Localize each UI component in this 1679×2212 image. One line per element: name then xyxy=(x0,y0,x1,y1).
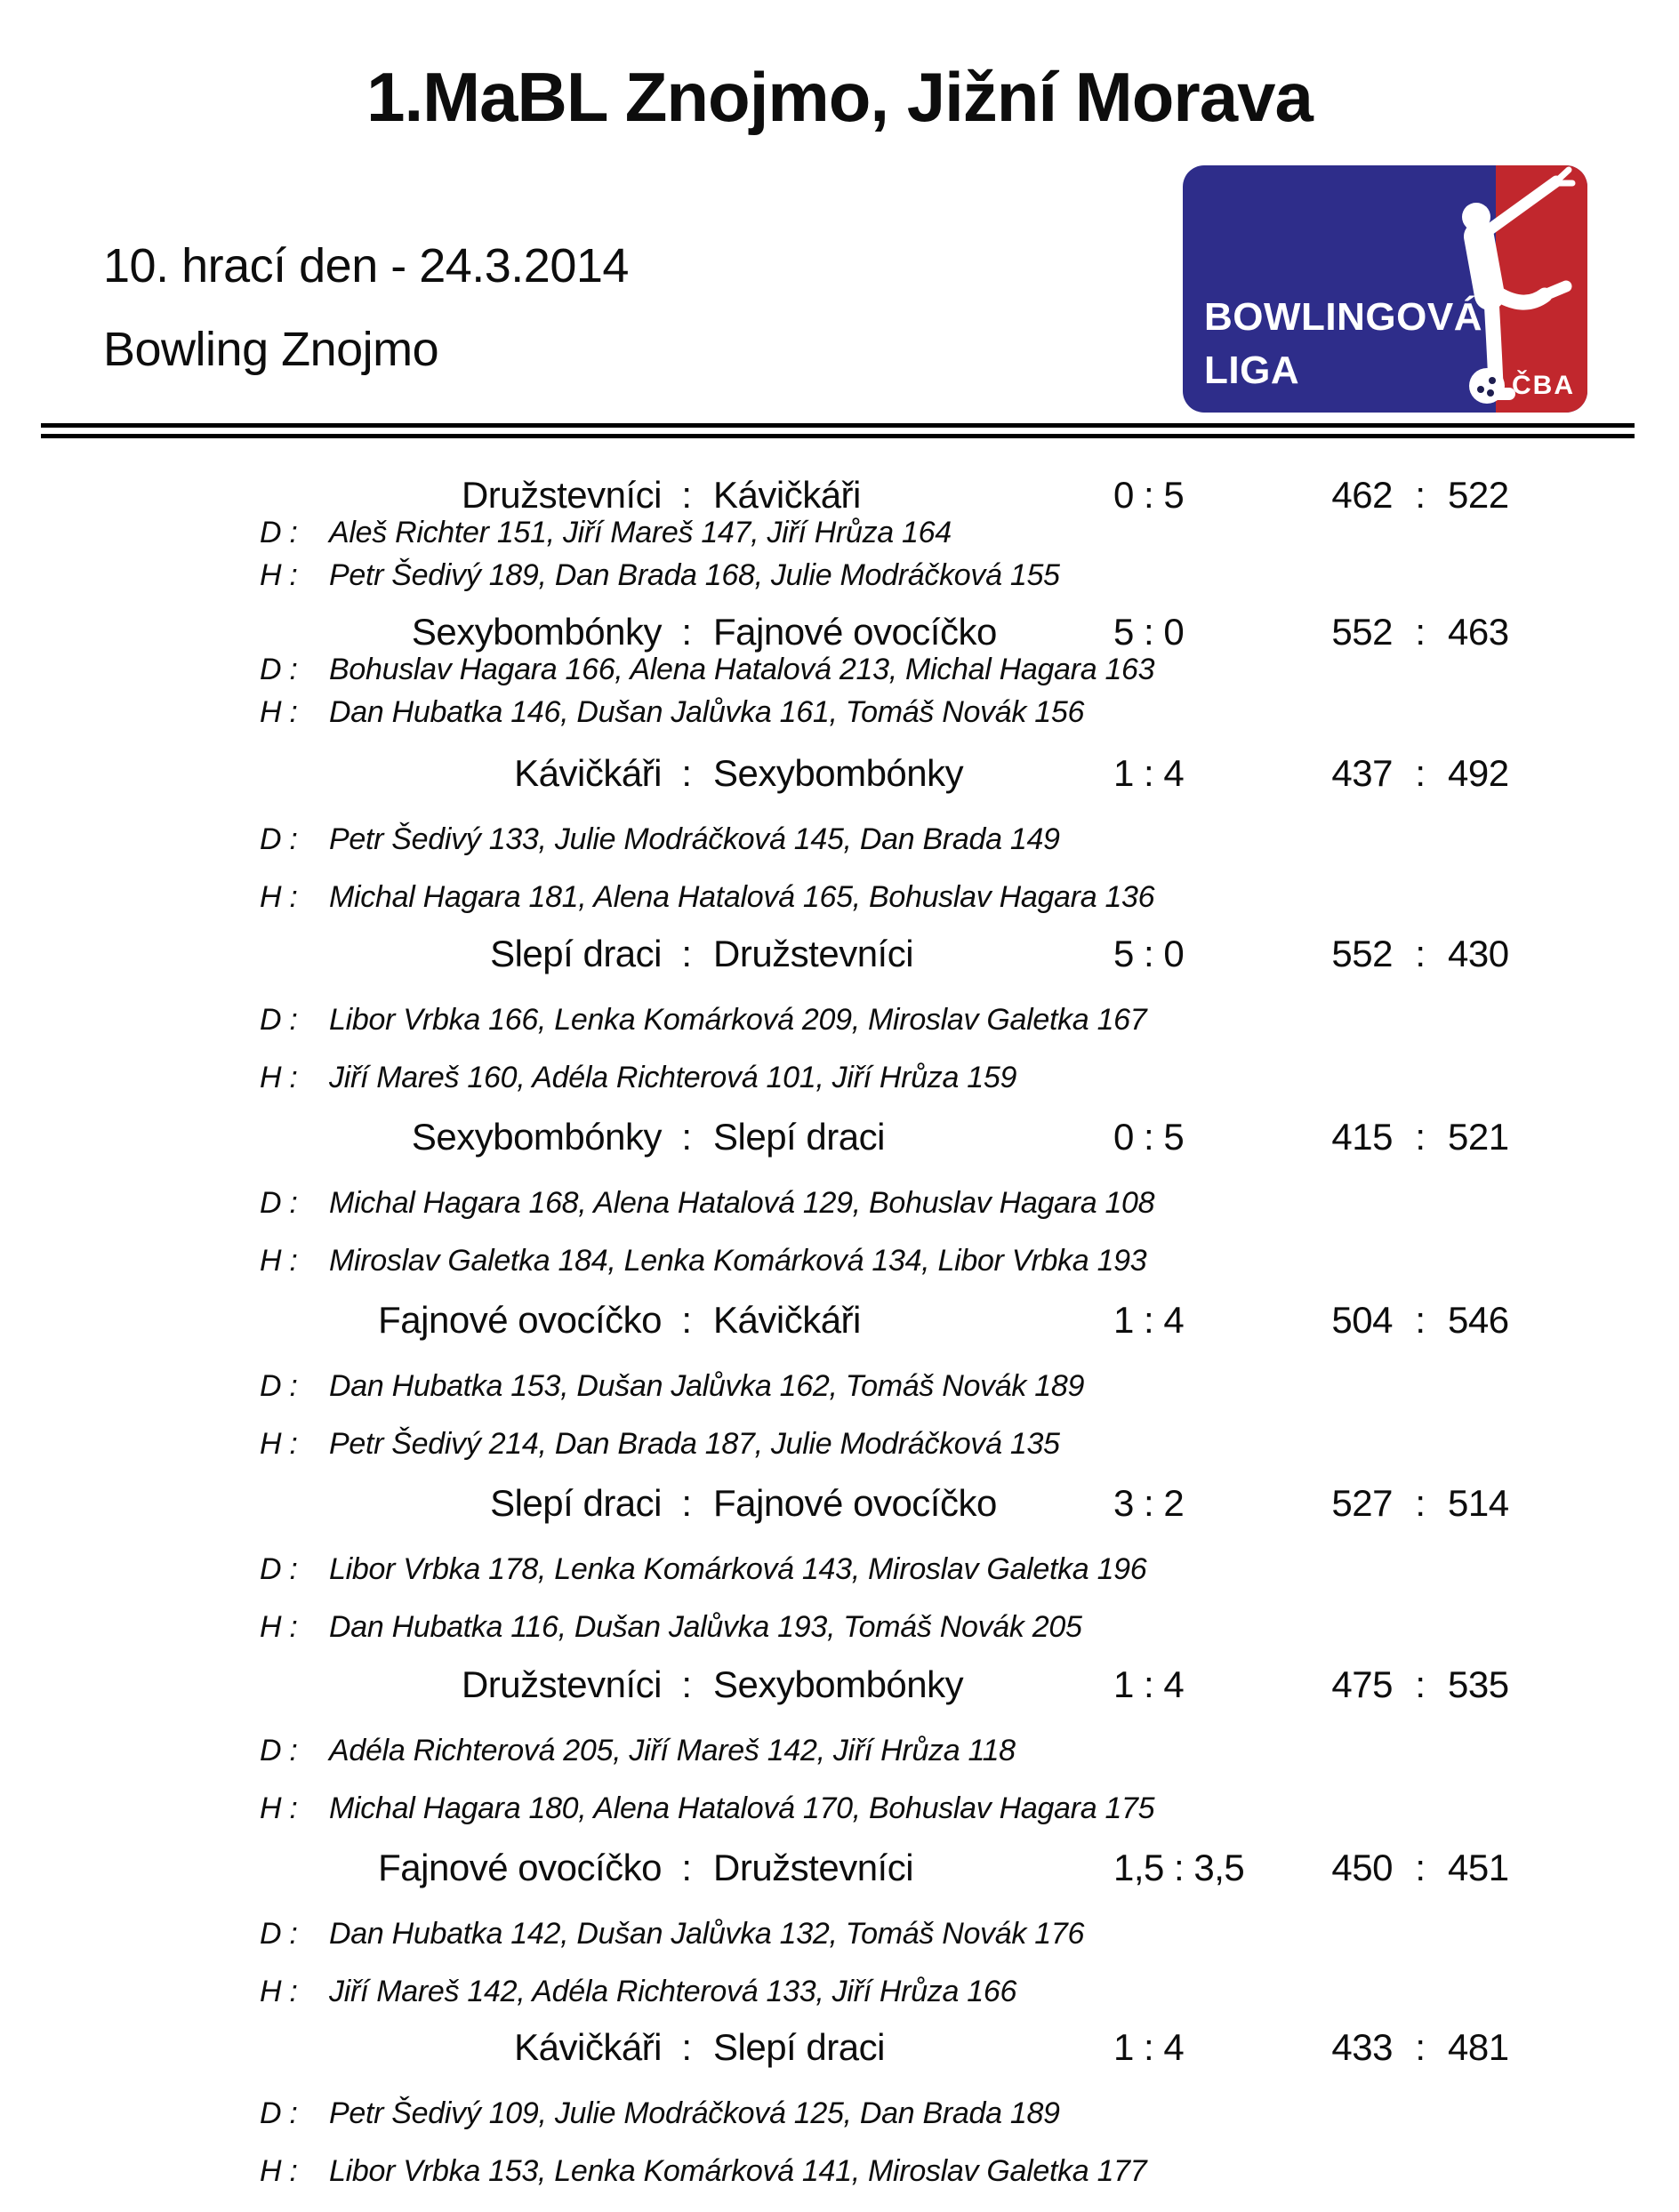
home-players-row xyxy=(260,1551,1146,1587)
pins-colon: : xyxy=(1415,1299,1426,1341)
away-players-row xyxy=(260,694,1084,730)
teams-colon: : xyxy=(681,2026,692,2068)
home-team: Sexybombónky xyxy=(411,1116,662,1158)
away-players-label: H : xyxy=(260,1791,298,1825)
pins-away: 535 xyxy=(1448,1663,1509,1705)
away-players-row xyxy=(260,1791,1154,1826)
away-players-row xyxy=(260,1609,1082,1645)
bowling-ball-icon xyxy=(1469,368,1505,404)
home-players: Michal Hagara 168, Alena Hatalová 129, Bohuslav Hagara 108 xyxy=(329,1186,1155,1220)
match-points: 1 : 4 xyxy=(1113,1299,1185,1341)
away-players: Dan Hubatka 116, Dušan Jalůvka 193, Tomáš Novák 205 xyxy=(329,1610,1082,1644)
away-players-row xyxy=(260,1974,1016,2009)
home-team: Fajnové ovocíčko xyxy=(378,1847,662,1888)
match-pins xyxy=(1281,1847,1509,1889)
home-team: Slepí draci xyxy=(490,933,662,974)
match-points: 0 : 5 xyxy=(1113,474,1185,516)
logo-text-line1: BOWLINGOVÁ xyxy=(1204,295,1482,339)
home-players-label: D : xyxy=(260,822,298,856)
ball-hole xyxy=(1487,389,1494,397)
pins-away: 430 xyxy=(1448,933,1509,974)
pins-colon: : xyxy=(1415,1482,1426,1524)
ball-hole xyxy=(1489,377,1496,384)
home-players: Petr Šedivý 109, Julie Modráčková 125, Dan Brada 189 xyxy=(329,2096,1060,2130)
home-players: Petr Šedivý 133, Julie Modráčková 145, Dan Brada 149 xyxy=(329,822,1060,856)
away-players: Jiří Mareš 142, Adéla Richterová 133, Jiří Hrůza 166 xyxy=(329,1975,1017,2008)
pins-home: 552 xyxy=(1331,933,1393,974)
home-players-row xyxy=(260,652,1154,687)
venue-name: Bowling Znojmo xyxy=(103,323,439,376)
header-divider xyxy=(41,423,1635,438)
match-pins xyxy=(1281,1482,1509,1525)
home-team: Slepí draci xyxy=(490,1482,662,1524)
match-header xyxy=(0,752,1679,795)
home-players-row xyxy=(260,1002,1146,1038)
away-players: Jiří Mareš 160, Adéla Richterová 101, Jiří Hrůza 159 xyxy=(329,1061,1017,1094)
pins-colon: : xyxy=(1415,611,1426,653)
teams-colon: : xyxy=(681,752,692,794)
away-players-label: H : xyxy=(260,1975,298,2008)
home-players-label: D : xyxy=(260,1917,298,1951)
away-team: Slepí draci xyxy=(713,2026,885,2068)
pins-home: 504 xyxy=(1331,1299,1393,1341)
teams-colon: : xyxy=(681,1482,692,1524)
match-header xyxy=(0,611,1679,653)
pins-home: 475 xyxy=(1331,1663,1393,1705)
matchday-date: 10. hrací den - 24.3.2014 xyxy=(103,239,629,293)
home-team: Fajnové ovocíčko xyxy=(378,1299,662,1341)
away-team: Sexybombónky xyxy=(713,1663,964,1705)
home-team: Družstevníci xyxy=(461,1663,662,1705)
cba-org-label: ČBA xyxy=(1512,371,1575,400)
away-players-label: H : xyxy=(260,880,298,914)
away-players: Petr Šedivý 214, Dan Brada 187, Julie Modráčková 135 xyxy=(329,1427,1060,1461)
match-pins xyxy=(1281,1299,1509,1342)
home-players-label: D : xyxy=(260,1369,298,1403)
pins-home: 462 xyxy=(1331,474,1393,516)
match-points: 3 : 2 xyxy=(1113,1482,1185,1524)
bowling-league-logo xyxy=(1183,165,1587,413)
pins-away: 451 xyxy=(1448,1847,1509,1888)
home-players-label: D : xyxy=(260,1186,298,1220)
page-title: 1.MaBL Znojmo, Jižní Morava xyxy=(366,58,1313,136)
pins-home: 437 xyxy=(1331,752,1393,794)
pins-home: 433 xyxy=(1331,2026,1393,2068)
away-players-label: H : xyxy=(260,1427,298,1461)
away-team: Kávičkáři xyxy=(713,474,861,516)
match-pins xyxy=(1281,752,1509,795)
pins-colon: : xyxy=(1415,752,1426,794)
match-points: 1 : 4 xyxy=(1113,2026,1185,2068)
match-pins xyxy=(1281,2026,1509,2069)
home-players: Aleš Richter 151, Jiří Mareš 147, Jiří Hrůza 164 xyxy=(329,516,952,549)
teams-colon: : xyxy=(681,611,692,653)
home-players-label: D : xyxy=(260,1734,298,1767)
away-team: Družstevníci xyxy=(713,933,914,974)
home-players-row xyxy=(260,1916,1084,1952)
home-players: Libor Vrbka 166, Lenka Komárková 209, Miroslav Galetka 167 xyxy=(329,1003,1147,1037)
match-pins xyxy=(1281,933,1509,975)
match-header xyxy=(0,933,1679,975)
away-players-row xyxy=(260,1243,1146,1278)
match-header xyxy=(0,1116,1679,1158)
home-players-row xyxy=(260,821,1060,857)
ball-hole xyxy=(1477,386,1484,393)
pins-home: 415 xyxy=(1331,1116,1393,1158)
home-players: Dan Hubatka 153, Dušan Jalůvka 162, Tomáš Novák 189 xyxy=(329,1369,1085,1403)
pins-home: 450 xyxy=(1331,1847,1393,1888)
pins-away: 514 xyxy=(1448,1482,1509,1524)
match-points: 0 : 5 xyxy=(1113,1116,1185,1158)
away-players-label: H : xyxy=(260,558,298,592)
pins-away: 521 xyxy=(1448,1116,1509,1158)
pins-colon: : xyxy=(1415,2026,1426,2068)
teams-colon: : xyxy=(681,1663,692,1705)
match-pins xyxy=(1281,1116,1509,1158)
home-players: Bohuslav Hagara 166, Alena Hatalová 213, Michal Hagara 163 xyxy=(329,653,1155,686)
home-players-row xyxy=(260,1368,1084,1404)
teams-colon: : xyxy=(681,933,692,974)
away-team: Fajnové ovocíčko xyxy=(713,611,997,653)
home-team: Družstevníci xyxy=(461,474,662,516)
home-players-label: D : xyxy=(260,2096,298,2130)
match-header xyxy=(0,1299,1679,1342)
match-points: 1,5 : 3,5 xyxy=(1113,1847,1245,1888)
match-pins xyxy=(1281,1663,1509,1706)
away-players: Petr Šedivý 189, Dan Brada 168, Julie Modráčková 155 xyxy=(329,558,1060,592)
match-points: 1 : 4 xyxy=(1113,1663,1185,1705)
pins-colon: : xyxy=(1415,933,1426,974)
teams-colon: : xyxy=(681,1847,692,1888)
match-header xyxy=(0,474,1679,517)
away-players: Miroslav Galetka 184, Lenka Komárková 134, Libor Vrbka 193 xyxy=(329,1244,1147,1278)
pins-colon: : xyxy=(1415,1847,1426,1888)
away-team: Sexybombónky xyxy=(713,752,964,794)
home-players-label: D : xyxy=(260,1552,298,1586)
pins-away: 492 xyxy=(1448,752,1509,794)
away-players: Michal Hagara 181, Alena Hatalová 165, Bohuslav Hagara 136 xyxy=(329,880,1155,914)
home-players: Dan Hubatka 142, Dušan Jalůvka 132, Tomáš Novák 176 xyxy=(329,1917,1085,1951)
home-players: Adéla Richterová 205, Jiří Mareš 142, Jiří Hrůza 118 xyxy=(329,1734,1016,1767)
home-team: Sexybombónky xyxy=(411,611,662,653)
home-players-label: D : xyxy=(260,1003,298,1037)
pins-home: 552 xyxy=(1331,611,1393,653)
away-team: Družstevníci xyxy=(713,1847,914,1888)
away-players: Libor Vrbka 153, Lenka Komárková 141, Miroslav Galetka 177 xyxy=(329,2154,1147,2188)
home-players-row xyxy=(260,1185,1154,1221)
away-players-row xyxy=(260,557,1060,593)
logo-text-line2: LIGA xyxy=(1204,349,1300,392)
match-header xyxy=(0,1482,1679,1525)
away-players: Dan Hubatka 146, Dušan Jalůvka 161, Tomáš Novák 156 xyxy=(329,695,1085,729)
away-players-label: H : xyxy=(260,1610,298,1644)
away-players-row xyxy=(260,1426,1060,1462)
teams-colon: : xyxy=(681,1299,692,1341)
home-players-label: D : xyxy=(260,516,298,549)
pins-colon: : xyxy=(1415,474,1426,516)
match-header xyxy=(0,1663,1679,1706)
away-team: Kávičkáři xyxy=(713,1299,861,1341)
home-players-row xyxy=(260,1733,1016,1768)
away-players-row xyxy=(260,2153,1146,2189)
away-players-row xyxy=(260,879,1154,915)
away-players-label: H : xyxy=(260,695,298,729)
home-team: Kávičkáři xyxy=(514,2026,662,2068)
away-players-row xyxy=(260,1060,1016,1095)
pins-away: 546 xyxy=(1448,1299,1509,1341)
home-players: Libor Vrbka 178, Lenka Komárková 143, Miroslav Galetka 196 xyxy=(329,1552,1147,1586)
pins-away: 463 xyxy=(1448,611,1509,653)
pins-colon: : xyxy=(1415,1663,1426,1705)
teams-colon: : xyxy=(681,1116,692,1158)
match-pins xyxy=(1281,474,1509,517)
pins-away: 481 xyxy=(1448,2026,1509,2068)
match-header xyxy=(0,1847,1679,1889)
home-players-row xyxy=(260,2096,1060,2131)
match-pins xyxy=(1281,611,1509,653)
teams-colon: : xyxy=(681,474,692,516)
home-players-row xyxy=(260,515,952,550)
match-points: 5 : 0 xyxy=(1113,933,1185,974)
away-players: Michal Hagara 180, Alena Hatalová 170, Bohuslav Hagara 175 xyxy=(329,1791,1155,1825)
match-points: 5 : 0 xyxy=(1113,611,1185,653)
away-players-label: H : xyxy=(260,1061,298,1094)
away-players-label: H : xyxy=(260,2154,298,2188)
away-players-label: H : xyxy=(260,1244,298,1278)
home-team: Kávičkáři xyxy=(514,752,662,794)
pins-colon: : xyxy=(1415,1116,1426,1158)
away-team: Fajnové ovocíčko xyxy=(713,1482,997,1524)
away-team: Slepí draci xyxy=(713,1116,885,1158)
match-header xyxy=(0,2026,1679,2069)
home-players-label: D : xyxy=(260,653,298,686)
pins-home: 527 xyxy=(1331,1482,1393,1524)
match-points: 1 : 4 xyxy=(1113,752,1185,794)
pins-away: 522 xyxy=(1448,474,1509,516)
